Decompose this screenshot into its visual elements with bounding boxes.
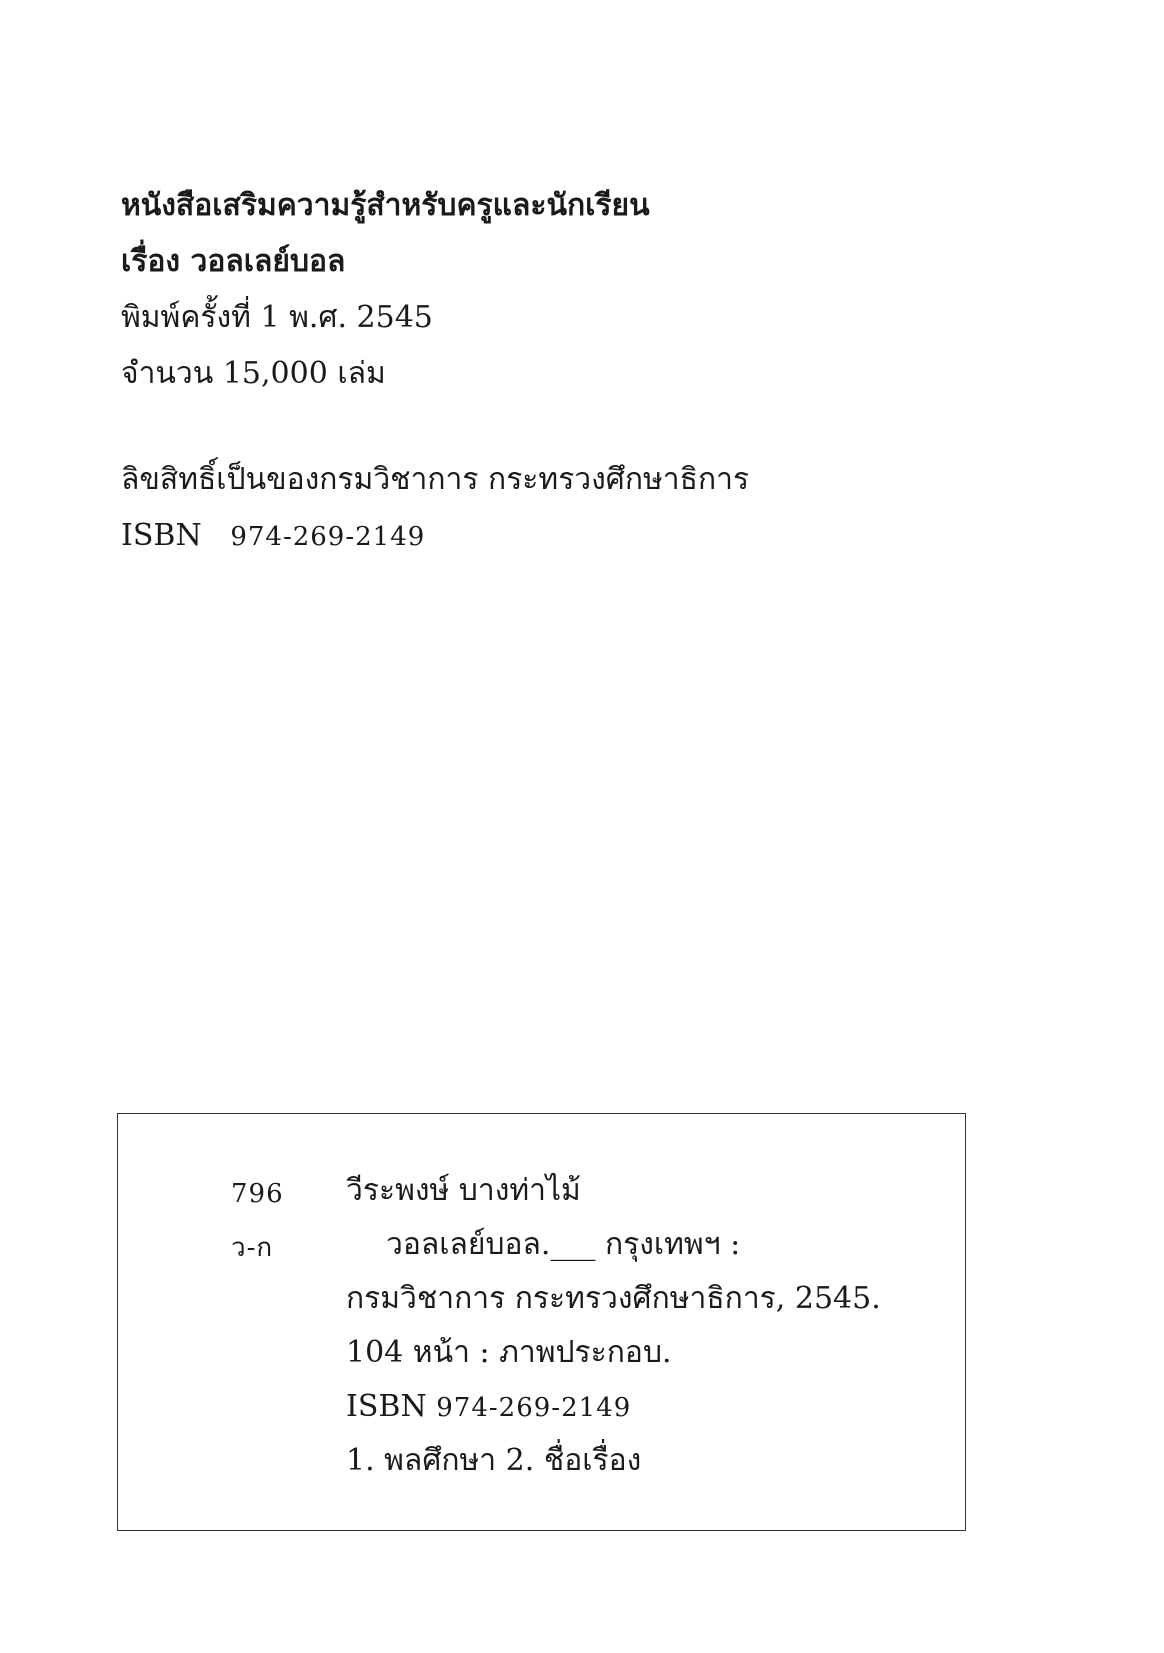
copyright-notice: ลิขสิทธิ์เป็นของกรมวิชาการ กระทรวงศึกษาธิการ bbox=[121, 462, 750, 497]
publication-info bbox=[121, 178, 749, 564]
book-title: เรื่อง วอลเลย์บอล bbox=[121, 244, 346, 279]
catalog-card bbox=[117, 1113, 966, 1531]
card-title-line: วอลเลย์บอล.___ กรุงเทพฯ : bbox=[386, 1227, 741, 1262]
isbn-label: ISBN bbox=[121, 518, 202, 553]
card-isbn-value: 974-269-2149 bbox=[436, 1393, 632, 1423]
class-number: 796 bbox=[231, 1179, 284, 1209]
card-subjects-line: 1. พลศึกษา 2. ชื่อเรื่อง bbox=[346, 1443, 642, 1478]
cutter-number: ว-ก bbox=[231, 1233, 274, 1263]
edition-info: พิมพ์ครั้งที่ 1 พ.ศ. 2545 bbox=[121, 300, 433, 335]
card-pages-line: 104 หน้า : ภาพประกอบ. bbox=[346, 1335, 672, 1370]
series-title: หนังสือเสริมความรู้สำหรับครูและนักเรียน bbox=[121, 188, 650, 223]
card-isbn-line bbox=[346, 1387, 631, 1428]
isbn-value: 974-269-2149 bbox=[230, 522, 426, 552]
isbn-line bbox=[121, 508, 749, 564]
card-isbn-label: ISBN bbox=[346, 1389, 427, 1424]
card-author: วีระพงษ์ บางท่าไม้ bbox=[346, 1173, 581, 1208]
print-run: จำนวน 15,000 เล่ม bbox=[121, 356, 386, 391]
card-publisher-line: กรมวิชาการ กระทรวงศึกษาธิการ, 2545. bbox=[346, 1281, 881, 1316]
spacer bbox=[121, 402, 749, 452]
